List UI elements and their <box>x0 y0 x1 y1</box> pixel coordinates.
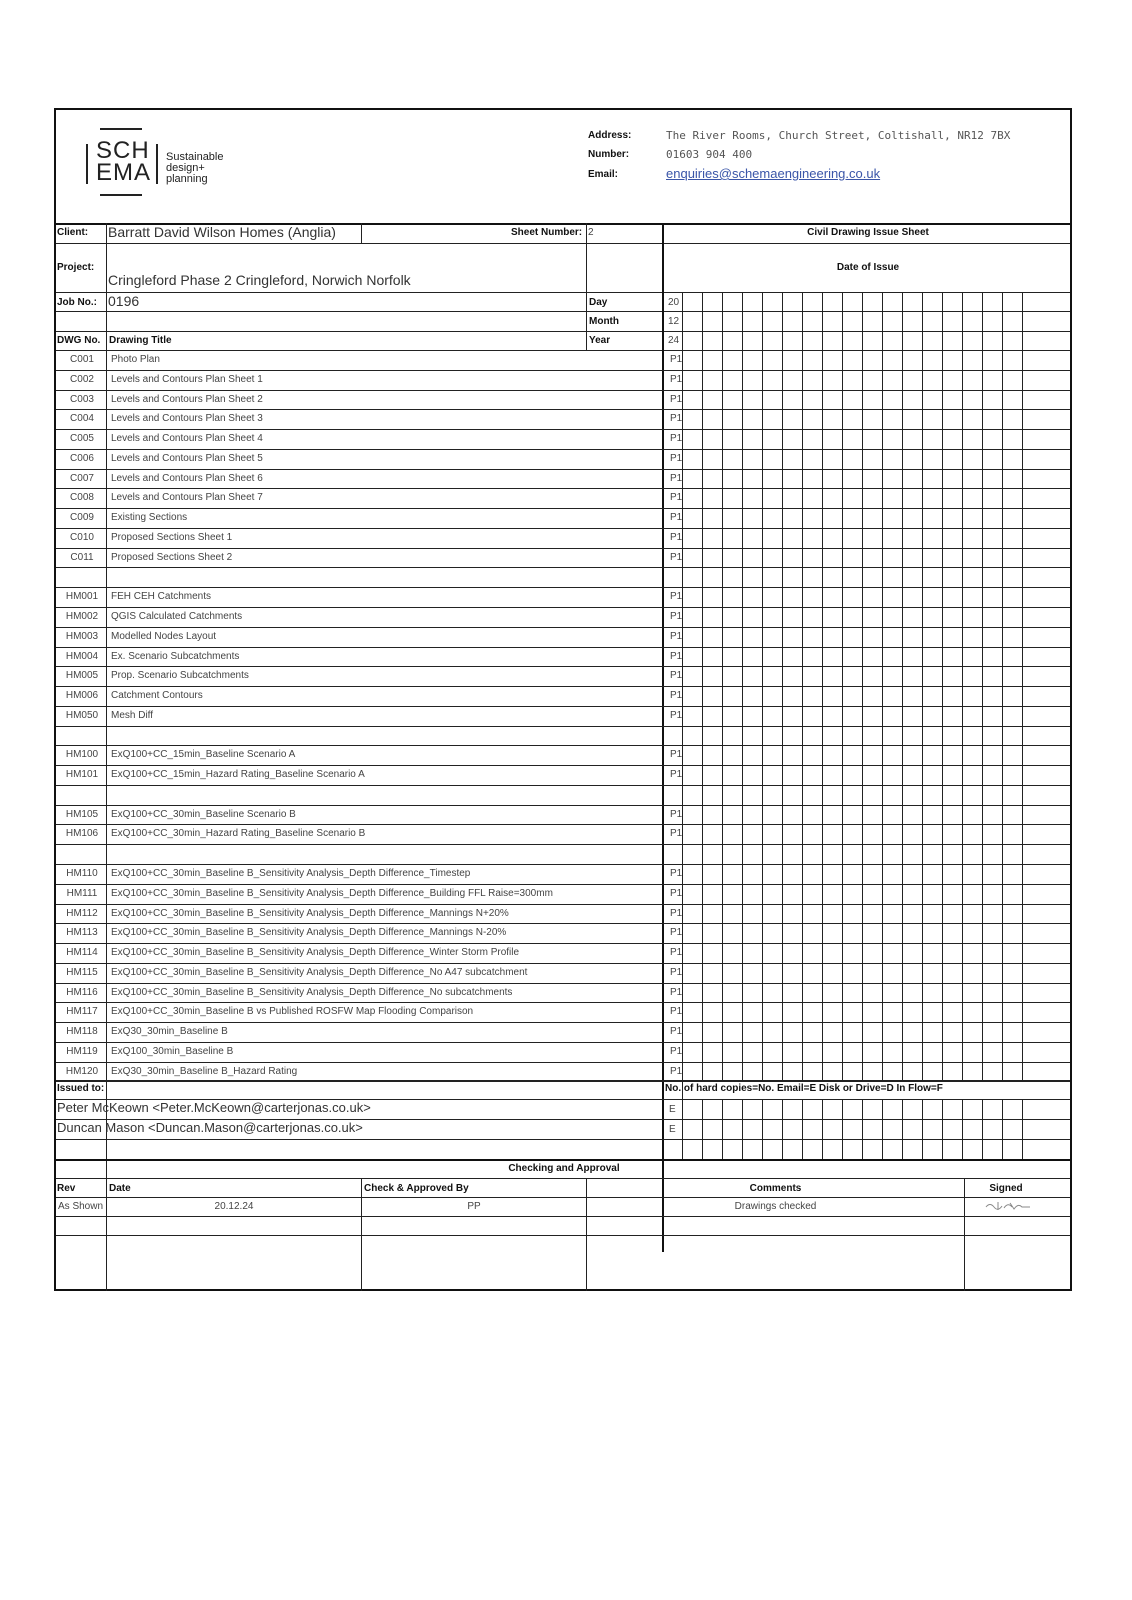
rule-project-bottom <box>56 292 1070 293</box>
rule-approval-header-bottom <box>56 1197 1070 1198</box>
rule-approval-row-1-bottom <box>56 1216 1070 1217</box>
table-row <box>56 1062 1070 1082</box>
address-value: The River Rooms, Church Street, Coltishall, NR12 7BX <box>666 129 1011 142</box>
rule-month-bottom <box>56 331 1070 332</box>
table-row <box>56 983 1070 1003</box>
issue-grid-column <box>942 1099 943 1159</box>
dwg-number: HM101 <box>65 769 99 781</box>
issue-grid-column <box>1002 292 1003 1080</box>
client-box-divider <box>361 223 362 243</box>
table-row <box>56 943 1070 963</box>
year-label: Year <box>589 335 611 346</box>
table-row <box>56 805 1070 825</box>
table-row <box>56 409 1070 429</box>
dwg-number: HM003 <box>65 630 99 642</box>
approval-comments-header: Comments <box>749 1183 802 1194</box>
issue-grid-column <box>1002 1099 1003 1159</box>
dwg-number: HM120 <box>65 1065 99 1077</box>
table-row <box>56 429 1070 449</box>
issue-grid-column <box>802 1099 803 1159</box>
revision: P1 <box>670 986 683 998</box>
issue-grid-column <box>882 292 883 1080</box>
drawing-title: ExQ100+CC_30min_Baseline B_Sensitivity Analysis_Depth Difference_Mannings N+20% <box>111 907 509 919</box>
sheet-number-value: 2 <box>588 227 594 238</box>
drawing-title: Catchment Contours <box>111 690 203 702</box>
dwg-number: HM110 <box>66 868 98 880</box>
job-label: Job No.: <box>57 297 97 308</box>
number-value: 01603 904 400 <box>666 148 753 161</box>
issue-grid-column <box>862 1099 863 1159</box>
revision: P1 <box>670 373 683 385</box>
revision: P1 <box>670 591 683 603</box>
day-label: Day <box>589 297 608 308</box>
revision: P1 <box>670 808 683 820</box>
approval-row-date: 20.12.24 <box>214 1201 254 1212</box>
revision: P1 <box>670 828 683 840</box>
issue-grid-column <box>982 292 983 1080</box>
table-row <box>56 548 1070 568</box>
revision: P1 <box>670 927 683 939</box>
dwg-number: HM115 <box>66 966 98 978</box>
table-row <box>56 1022 1070 1042</box>
revision: P1 <box>670 1045 683 1057</box>
revision: P1 <box>670 393 683 405</box>
dwg-number: C011 <box>70 551 94 563</box>
table-row <box>56 904 1070 924</box>
issue-grid-column <box>702 292 703 1080</box>
rule-approval-title-bottom <box>56 1178 1070 1179</box>
rule-approval-row-2-bottom <box>56 1235 1070 1236</box>
issue-grid-column <box>802 292 803 1080</box>
revision: P1 <box>670 947 683 959</box>
recipient-1-name: Peter McKeown <Peter.McKeown@carterjonas.co.uk> <box>57 1100 371 1115</box>
table-row <box>56 884 1070 904</box>
table-row <box>56 350 1070 370</box>
drawing-title: Levels and Contours Plan Sheet 1 <box>111 373 263 385</box>
revision: P1 <box>670 452 683 464</box>
drawing-title: Existing Sections <box>111 512 188 524</box>
dwg-number: HM111 <box>66 887 98 899</box>
spacer-row <box>56 567 1070 587</box>
issue-grid-column <box>782 292 783 1080</box>
drawing-title: Photo Plan <box>111 354 160 365</box>
issue-grid-column <box>742 1099 743 1159</box>
issue-grid-column <box>742 292 743 1080</box>
issue-grid-column <box>762 1099 763 1159</box>
approval-signed-header: Signed <box>989 1183 1023 1194</box>
dwg-number: C008 <box>70 492 94 504</box>
drawing-title: ExQ100+CC_15min_Baseline Scenario A <box>111 749 296 761</box>
table-row <box>56 647 1070 667</box>
recipient-1-mode: E <box>669 1104 676 1115</box>
drawing-title: FEH CEH Catchments <box>111 591 212 603</box>
drawing-title: Levels and Contours Plan Sheet 2 <box>111 393 263 405</box>
drawing-title: Levels and Contours Plan Sheet 4 <box>111 433 263 445</box>
revision: P1 <box>670 413 683 425</box>
table-row <box>56 607 1070 627</box>
client-value: Barratt David Wilson Homes (Anglia) <box>108 224 336 240</box>
table-row <box>56 627 1070 647</box>
rule-issued-top <box>56 1080 1070 1081</box>
spacer-row <box>56 726 1070 746</box>
drawing-title: ExQ30_30min_Baseline B <box>111 1026 228 1038</box>
email-link[interactable]: enquiries@schemaengineering.co.uk <box>666 166 881 181</box>
spacer-row <box>56 785 1070 805</box>
tagline-line-1: Sustainable <box>166 151 224 163</box>
logo-rule-top <box>100 128 142 130</box>
table-row <box>56 923 1070 943</box>
drawing-title: Modelled Nodes Layout <box>111 630 217 642</box>
revision: P1 <box>670 709 683 721</box>
dwg-number: HM117 <box>66 1006 98 1018</box>
issue-grid-column <box>1022 1099 1023 1159</box>
rev-col-divider-issued <box>682 1099 683 1159</box>
dwg-number: HM105 <box>65 808 99 820</box>
revision: P1 <box>670 433 683 445</box>
address-label: Address: <box>588 130 632 141</box>
approval-check-header: Check & Approved By <box>364 1183 469 1194</box>
issue-sheet <box>54 108 1072 1291</box>
table-row <box>56 963 1070 983</box>
revision: P1 <box>670 472 683 484</box>
table-row <box>56 1042 1070 1062</box>
table-row <box>56 706 1070 726</box>
revision: P1 <box>670 690 683 702</box>
issued-legend: No. of hard copies=No. Email=E Disk or Drive=D In Flow=F <box>665 1083 943 1094</box>
dwg-col-header: DWG No. <box>57 335 101 346</box>
drawing-title: ExQ100+CC_30min_Baseline B_Sensitivity Analysis_Depth Difference_Mannings N-20% <box>111 927 507 939</box>
month-label: Month <box>589 316 619 327</box>
revision: P1 <box>670 611 683 622</box>
month-value: 12 <box>668 316 680 327</box>
table-row <box>56 488 1070 508</box>
dwg-number: HM112 <box>66 907 98 919</box>
approval-title: Checking and Approval <box>508 1163 620 1174</box>
drawing-title: Proposed Sections Sheet 1 <box>111 531 233 543</box>
spacer-row <box>56 844 1070 864</box>
revision: P1 <box>670 868 683 880</box>
issue-grid-column <box>842 1099 843 1159</box>
approval-rev-header: Rev <box>57 1183 76 1194</box>
table-row <box>56 390 1070 410</box>
drawing-title: ExQ30_30min_Baseline B_Hazard Rating <box>111 1065 298 1077</box>
approval-row-comments: Drawings checked <box>734 1201 817 1212</box>
drawing-title: Mesh Diff <box>111 709 154 721</box>
issue-grid-column <box>902 292 903 1080</box>
revision: P1 <box>670 551 683 563</box>
drawing-title: Proposed Sections Sheet 2 <box>111 551 233 563</box>
signature-image <box>984 1199 1032 1213</box>
revision: P1 <box>670 907 683 919</box>
dwg-number: HM002 <box>65 611 99 622</box>
dwg-number: HM113 <box>66 927 98 939</box>
drawing-title: Levels and Contours Plan Sheet 3 <box>111 413 263 425</box>
recipient-2-mode: E <box>669 1124 676 1135</box>
issue-grid-column <box>962 1099 963 1159</box>
table-row <box>56 508 1070 528</box>
issue-grid-column <box>962 292 963 1080</box>
drawing-title: ExQ100+CC_30min_Baseline B_Sensitivity Analysis_Depth Difference_No A47 subcatchment <box>111 966 528 978</box>
table-row <box>56 469 1070 489</box>
drawing-title: ExQ100+CC_30min_Baseline Scenario B <box>111 808 296 820</box>
dwg-number: HM004 <box>65 650 99 662</box>
client-label: Client: <box>57 227 89 238</box>
drawing-title: Ex. Scenario Subcatchments <box>111 650 240 662</box>
table-row <box>56 1002 1070 1022</box>
logo-wordmark <box>96 137 152 186</box>
table-row <box>56 745 1070 765</box>
issue-grid-column <box>822 1099 823 1159</box>
logo-bottom: EMA <box>96 159 152 186</box>
dwg-number: C010 <box>70 531 94 543</box>
dwg-number: HM118 <box>66 1026 98 1038</box>
dwg-number: C003 <box>70 393 94 405</box>
approval-date-header: Date <box>109 1183 131 1194</box>
drawing-title: QGIS Calculated Catchments <box>111 611 243 622</box>
year-value: 24 <box>668 335 680 346</box>
recipient-2-name: Duncan Mason <Duncan.Mason@carterjonas.co.uk> <box>57 1120 363 1135</box>
drawing-title: Prop. Scenario Subcatchments <box>111 670 249 682</box>
rule-approval-top <box>56 1159 1070 1161</box>
drawing-title: Levels and Contours Plan Sheet 6 <box>111 472 263 484</box>
revision: P1 <box>670 887 683 899</box>
approval-col-2 <box>361 1178 362 1291</box>
drawing-title: ExQ100+CC_30min_Baseline B vs Published ROSFW Map Flooding Comparison <box>111 1006 474 1018</box>
issue-grid-column <box>842 292 843 1080</box>
issue-grid-column <box>762 292 763 1080</box>
issue-grid-column <box>722 1099 723 1159</box>
revision: P1 <box>670 769 683 781</box>
table-row <box>56 686 1070 706</box>
approval-row-rev: As Shown <box>58 1201 104 1212</box>
revision: P1 <box>670 531 683 543</box>
issue-grid-column <box>862 292 863 1080</box>
drawing-title: ExQ100_30min_Baseline B <box>111 1045 234 1057</box>
issue-grid-column <box>942 292 943 1080</box>
issue-grid-column <box>902 1099 903 1159</box>
sheet-number-label: Sheet Number: <box>511 227 583 238</box>
drawing-title: ExQ100+CC_15min_Hazard Rating_Baseline Scenario A <box>111 769 365 781</box>
issued-label: Issued to: <box>57 1083 105 1094</box>
sheetno-divider <box>586 223 587 350</box>
drawing-title: ExQ100+CC_30min_Hazard Rating_Baseline Scenario B <box>111 828 366 840</box>
approval-col-1 <box>106 1178 107 1291</box>
tagline-line-3: planning <box>166 173 208 185</box>
dwg-number: C001 <box>70 354 94 365</box>
revision: P1 <box>670 670 683 682</box>
revision: P1 <box>670 512 683 524</box>
number-label: Number: <box>588 149 630 160</box>
revision: P1 <box>670 354 683 365</box>
logo-rule-bottom <box>100 194 142 196</box>
dwg-number: C004 <box>70 413 94 425</box>
dwg-number: C009 <box>70 512 94 524</box>
dwg-number: C006 <box>70 452 94 464</box>
dwg-number: C007 <box>70 472 94 484</box>
table-row <box>56 864 1070 884</box>
drawing-title: ExQ100+CC_30min_Baseline B_Sensitivity Analysis_Depth Difference_No subcatchments <box>111 986 513 998</box>
project-value: Cringleford Phase 2 Cringleford, Norwich Norfolk <box>108 272 411 288</box>
issue-grid-column <box>822 292 823 1080</box>
table-row <box>56 449 1070 469</box>
logo-divider-left <box>86 144 88 184</box>
approval-row-by: PP <box>467 1201 481 1212</box>
dwg-number: HM116 <box>66 986 98 998</box>
email-label: Email: <box>588 169 619 180</box>
drawing-title: ExQ100+CC_30min_Baseline B_Sensitivity Analysis_Depth Difference_Timestep <box>111 868 471 880</box>
dwg-number: HM106 <box>65 828 99 840</box>
project-label: Project: <box>57 262 95 273</box>
issue-grid-column <box>722 292 723 1080</box>
issue-grid-column <box>922 1099 923 1159</box>
table-row <box>56 666 1070 686</box>
revision: P1 <box>670 966 683 978</box>
tagline-line-2: design+ <box>166 162 205 174</box>
issue-grid-column <box>1022 292 1023 1080</box>
title-col-header: Drawing Title <box>109 335 172 346</box>
logo-top: SCH <box>96 137 150 164</box>
revision: P1 <box>670 650 683 662</box>
drawing-title: Levels and Contours Plan Sheet 5 <box>111 452 263 464</box>
table-row <box>56 824 1070 844</box>
dwg-number: HM100 <box>65 749 99 761</box>
revision: P1 <box>670 749 683 761</box>
job-value: 0196 <box>108 293 140 309</box>
dwg-number: HM001 <box>65 591 99 603</box>
table-row <box>56 765 1070 785</box>
issue-grid-column <box>782 1099 783 1159</box>
revision: P1 <box>670 1065 683 1077</box>
issue-grid-column <box>702 1099 703 1159</box>
logo-divider-right <box>156 144 158 184</box>
day-value: 20 <box>668 297 680 308</box>
table-row <box>56 528 1070 548</box>
issue-grid-column <box>882 1099 883 1159</box>
logo-tagline <box>166 152 224 185</box>
table-row <box>56 587 1070 607</box>
drawing-title: ExQ100+CC_30min_Baseline B_Sensitivity Analysis_Depth Difference_Winter Storm Profile <box>111 947 520 959</box>
revision: P1 <box>670 630 683 642</box>
table-row <box>56 370 1070 390</box>
drawing-title: Levels and Contours Plan Sheet 7 <box>111 492 263 504</box>
issue-grid-column <box>982 1099 983 1159</box>
revision: P1 <box>670 1006 683 1018</box>
revision: P1 <box>670 1026 683 1038</box>
rule-job-bottom <box>56 311 1070 312</box>
issue-grid-column <box>922 292 923 1080</box>
approval-col-4 <box>964 1178 965 1291</box>
revision: P1 <box>670 492 683 504</box>
approval-col-3 <box>586 1178 587 1291</box>
drawing-title: ExQ100+CC_30min_Baseline B_Sensitivity Analysis_Depth Difference_Building FFL Raise=300mm <box>111 887 553 899</box>
dwg-number: HM119 <box>66 1045 98 1057</box>
dwg-number: HM114 <box>66 947 98 959</box>
sheet-title: Civil Drawing Issue Sheet <box>807 227 929 238</box>
date-of-issue-label: Date of Issue <box>836 262 900 273</box>
dwg-number: C002 <box>70 373 94 385</box>
rule-recipient-2-bottom <box>56 1139 1070 1140</box>
dwg-number: HM005 <box>65 670 99 682</box>
rule-client-bottom <box>56 243 1070 244</box>
dwg-number: C005 <box>70 433 94 445</box>
dwg-number: HM050 <box>65 709 99 721</box>
dwg-number: HM006 <box>65 690 99 702</box>
